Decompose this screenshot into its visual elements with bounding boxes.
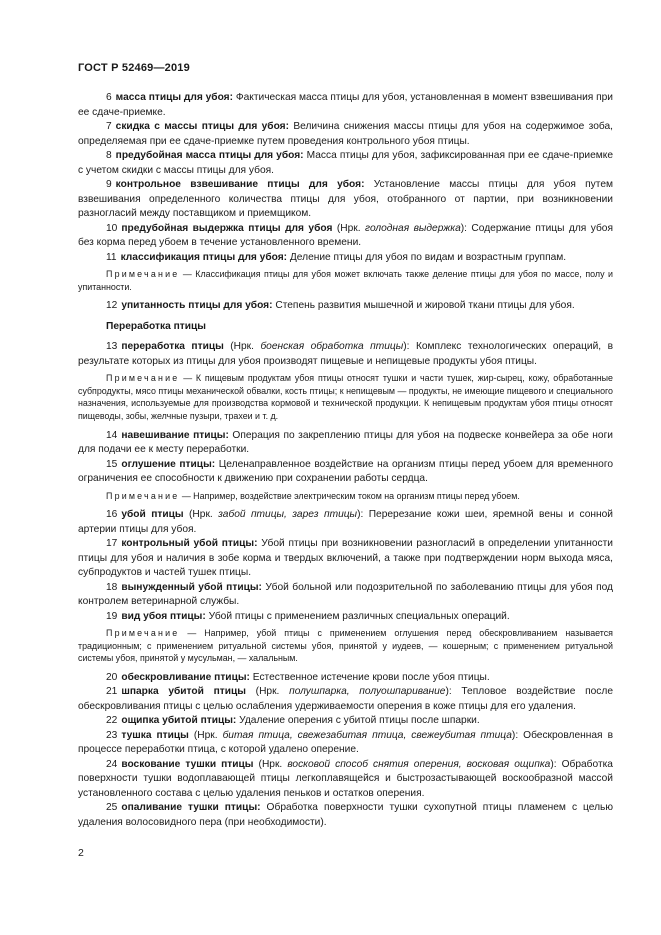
- term-name: упитанность птицы для убоя:: [121, 300, 273, 312]
- term-entry: 23 тушка птицы (Нрк. битая птица, свежезабитая птица, свежеубитая птица): Обескровленная в процессе переработки птица, с которой удалено оперение.: [78, 729, 613, 756]
- term-entry: 16 убой птицы (Нрк. забой птицы, зарез птицы): Перерезание кожи шеи, яремной вены и сонной артерии птицы для убоя.: [78, 509, 613, 535]
- note: Примечание — Например, воздействие электрическим током на организм птицы перед убоем.: [106, 490, 520, 501]
- term-entry: 8 предубойная масса птицы для убоя: Масса птицы для убоя, зафиксированная при ее сдаче-приемке с учетом скидки с массы птицы для убоя.: [78, 150, 613, 176]
- term-synonym: восковой способ снятия оперения, восковая ощипка: [287, 758, 551, 770]
- note: Примечание — Классификация птицы для убоя может включать также деление птицы для убоя по массе, полу и упитанности.: [78, 269, 613, 292]
- document-header: ГОСТ Р 52469—2019: [78, 62, 190, 74]
- term-entry: 9 контрольное взвешивание птицы для убоя: Установление массы птицы для убоя путем взвешивания определенного количества птицы для убоя, отобранного от партии, при возникновении разногласий между поставщиком и приемщиком.: [78, 179, 613, 219]
- term-entry: 24 воскование тушки птицы (Нрк. восковой способ снятия оперения, восковая ощипка): Обработка поверхности тушки водоплавающей птицы легкоплавящейся и быстрозастывающей воскообразной массой установленного состава с целью удаления пеньков и остатков оперения.: [78, 758, 613, 799]
- note: Примечание — К пищевым продуктам убоя птицы относят тушки и части тушек, жир-сырец, кожу, обработанные субпродукты, мясо птицы механической обвалки, кость птицы; к непищевым — продукты, не имеющие пищевого и специального назначения, используемые для производства кормовой и технической продукции. К непищевым продуктам убоя птицы относят пищеводы, зобы, желчные пузыри, трахеи и т. д.: [78, 373, 613, 421]
- term-name: оглушение птицы:: [121, 458, 216, 470]
- term-entry: 17 контрольный убой птицы: Убой птицы при возникновении разногласий в определении упитанности птицы для убоя и наличия в зобе корма и твердых включений, а также при подтверждении норм выхода мяса, субпродуктов и частей тушек птицы.: [78, 538, 613, 579]
- term-name: масса птицы для убоя:: [115, 92, 234, 103]
- term-name: воскование тушки птицы: [121, 758, 254, 770]
- term-entry: 22 ощипка убитой птицы: Удаление оперения с убитой птицы после шпарки.: [106, 715, 480, 727]
- note-label: Примечание: [106, 269, 180, 279]
- term-name: вид убоя птицы:: [121, 610, 206, 622]
- term-entry: 6 масса птицы для убоя: Фактическая масса птицы для убоя, установленная в момент взвешивания при ее сдаче-приемке.: [78, 92, 613, 118]
- note-label: Примечание: [106, 373, 180, 384]
- term-synonym: битая птица, свежезабитая птица, свежеубитая птица: [222, 729, 512, 741]
- term-name: вынужденный убой птицы:: [121, 581, 262, 593]
- term-name: предубойная выдержка птицы для убоя: [121, 222, 333, 234]
- term-name: переработка птицы: [121, 341, 224, 353]
- term-entry: 15 оглушение птицы: Целенаправленное воздействие на организм птицы перед убоем для временного ограничения ее способности к движению при сохранении работы сердца.: [78, 458, 613, 485]
- term-entry: 25 опаливание тушки птицы: Обработка поверхности тушки сухопутной птицы пламенем с целью удаления волосовидного пера (при необходимости).: [78, 802, 613, 828]
- term-entry: 12 упитанность птицы для убоя: Степень развития мышечной и жировой ткани птицы для убоя.: [106, 300, 575, 312]
- term-entry: 7 скидка с массы птицы для убоя: Величина снижения массы птицы для убоя на содержимое зоба, определяемая при ее сдаче-приемке путем проведения контрольного убоя птицы.: [78, 121, 613, 147]
- note-label: Примечание: [106, 628, 180, 639]
- term-name: убой птицы: [121, 509, 184, 521]
- term-entry: 21 шпарка убитой птицы (Нрк. полушпарка, полуошпаривание): Тепловое воздействие после обескровливания птицы с целью ослабления удерживаемости оперения в коже птицы для его удаления.: [78, 686, 613, 712]
- term-entry: 18 вынужденный убой птицы: Убой больной или подозрительной по заболеванию птицы для убоя под контролем ветеринарной службы.: [78, 581, 613, 608]
- term-name: классификация птицы для убоя:: [120, 251, 288, 263]
- term-name: обескровливание птицы:: [121, 671, 250, 683]
- note: Примечание — Например, убой птицы с применением оглушения перед обескровливанием называется традиционным; с применением ритуальной системы убоя, принятой у иудеев, — кошерным; с применением ритуальной системы убоя, принятой у мусульман, — халальным.: [78, 628, 613, 664]
- page-number: 2: [78, 847, 84, 859]
- term-name: ощипка убитой птицы:: [121, 715, 237, 727]
- note-label: Примечание: [106, 490, 180, 501]
- term-name: шпарка убитой птицы: [121, 686, 246, 698]
- term-synonym: забой птицы, зарез птицы: [218, 509, 358, 521]
- term-name: скидка с массы птицы для убоя:: [115, 121, 289, 132]
- term-name: контрольный убой птицы:: [121, 538, 258, 550]
- term-name: предубойная масса птицы для убоя:: [115, 150, 304, 161]
- term-synonym: полушпарка, полуошпаривание: [289, 686, 446, 698]
- document-body: [78, 91, 613, 830]
- term-entry: 11 классификация птицы для убоя: Деление птицы для убоя по видам и возрастным группам.: [106, 251, 567, 263]
- term-entry: 20 обескровливание птицы: Естественное истечение крови после убоя птицы.: [106, 671, 490, 683]
- term-entry: 19 вид убоя птицы: Убой птицы с применением различных специальных операций.: [106, 610, 510, 622]
- term-entry: 13 переработка птицы (Нрк. боенская обработка птицы): Комплекс технологических операций, в результате которых из птицы для убоя производят пищевые и непищевые продукты убоя птицы.: [78, 341, 613, 367]
- term-entry: 10 предубойная выдержка птицы для убоя (Нрк. голодная выдержка): Содержание птицы для убоя без корма перед убоем в течение установленного времени.: [78, 222, 613, 248]
- term-synonym: боенская обработка птицы: [260, 341, 404, 353]
- section-heading: Переработка птицы: [106, 320, 206, 332]
- term-entry: 14 навешивание птицы: Операция по закреплению птицы для убоя на подвеске конвейера за обе ноги для подачи ее к месту переработки.: [78, 429, 613, 456]
- term-name: навешивание птицы:: [121, 429, 229, 441]
- term-name: тушка птицы: [121, 729, 189, 741]
- term-name: контрольное взвешивание птицы для убоя:: [115, 179, 365, 190]
- term-name: опаливание тушки птицы:: [121, 802, 261, 814]
- term-synonym: голодная выдержка: [365, 222, 461, 234]
